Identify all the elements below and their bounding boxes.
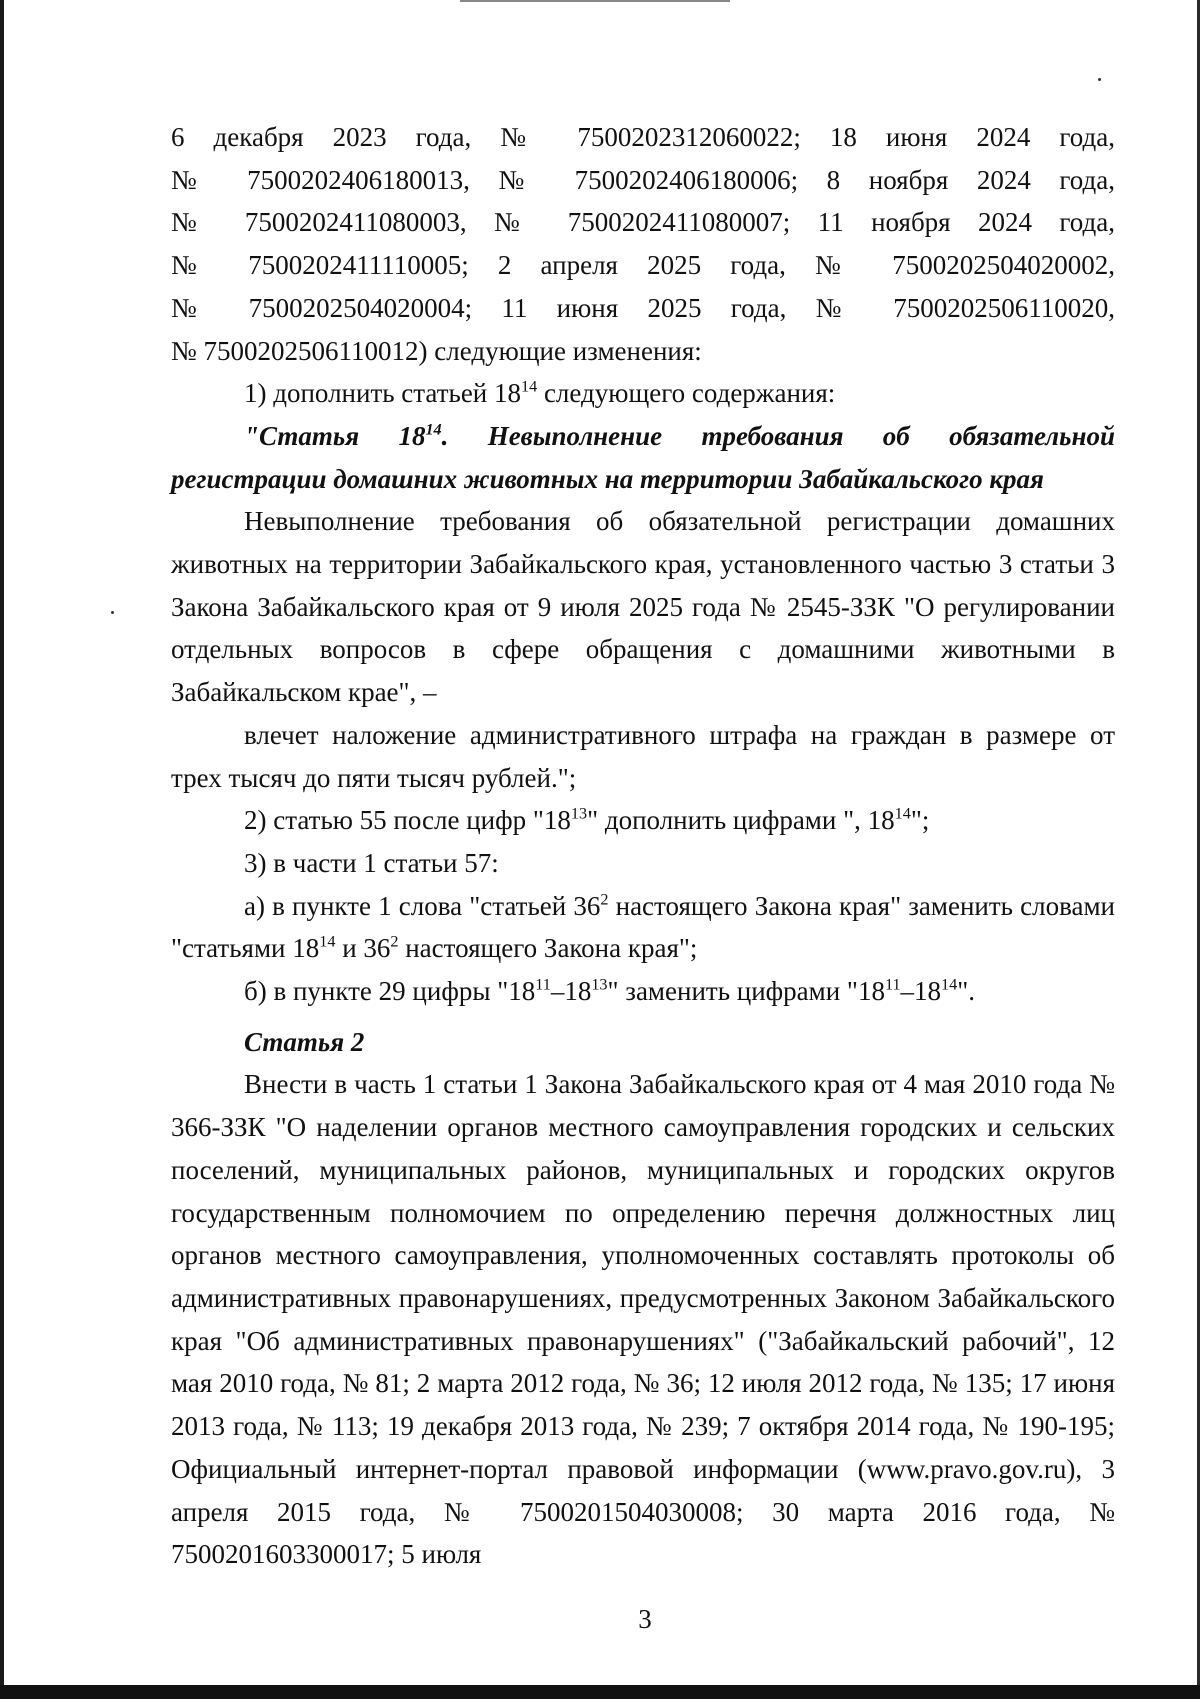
page-number: 3 [638, 1604, 652, 1634]
article-penalty-paragraph: влечет наложение административного штрафа на граждан в размере от трех тысяч до пяти тысяч рублей."; [171, 719, 1115, 793]
amendment-item-3a: а) в пункте 1 слова "статьей $36^2$ настоящего Закона края" заменить словами "статьями $18^{14}$ и $36^2$ настоящего Закона края"; [171, 890, 1115, 964]
text-line: № 7500202504020004; 11 июня 2025 года, № 7500202506110020, [171, 292, 1115, 323]
article-2-body: Внести в часть 1 статьи 1 Закона Забайкальского края от 4 мая 2010 года № 366-ЗЗК "О наделении органов местного самоуправления городских и сельских поселений, муниципальных районов, муниципальных и городских округов государственным полномочием по определению перечня должностных лиц органов местного самоуправления, уполномоченных составлять протоколы об административных правонарушениях, предусмотренных Законом Забайкальского края "Об административных правонарушениях" ("Забайкальский рабочий", 12 мая 2010 года, № 81; 2 марта 2012 года, № 36; 12 июля 2012 года, № 135; 17 июня 2013 года, № 113; 19 декабря 2013 года, № 239; 7 октября 2014 года, № 190-195; Официальный интернет-портал правовой информации (www.pravo.gov.ru), 3 апреля 2015 года, № 7500201504030008; 30 марта 2016 года, № 7500201603300017; 5 июля [171, 1069, 1115, 1570]
text-line: № 7500202506110012) следующие изменения: [171, 335, 702, 366]
text-line: № 7500202406180013, № 7500202406180006; 8 ноября 2024 года, [171, 164, 1115, 195]
article-heading-line-2: регистрации домашних животных на территории Забайкальского края [171, 463, 1044, 494]
scan-speck [111, 611, 114, 614]
amendment-item-1: 1) дополнить статьей $18^{14}$ следующего содержания: [244, 377, 836, 409]
amendment-item-3: 3) в части 1 статьи 57: [244, 847, 499, 878]
scan-edge-top [460, 0, 730, 2]
scan-edge-bottom [0, 1685, 1200, 1699]
article-body-paragraph: Невыполнение требования об обязательной регистрации домашних животных на территории Забайкальского края, установленного частью 3 статьи 3 Закона Забайкальского края от 9 июля 2025 года № 2545-ЗЗК "О регулировании отдельных вопросов в сфере обращения с домашними животными в Забайкальском крае", – [171, 506, 1115, 708]
scan-edge-left [0, 0, 4, 1699]
amendment-item-3b: б) в пункте 29 цифры "$18^{11}-18^{13}$" заменить цифрами "$18^{11}-18^{14}$". [244, 975, 976, 1007]
text-line: 6 декабря 2023 года, № 7500202312060022; 18 июня 2024 года, [171, 122, 1115, 152]
article-heading-line-1: "Статья $18^{14}$. Невыполнение требования об обязательной [244, 420, 1115, 451]
scan-speck [1098, 78, 1101, 81]
text-line: № 7500202411080003, № 7500202411080007; 11 ноября 2024 года, [171, 207, 1115, 238]
amendment-item-2: 2) статью 55 после цифр "$18^{13}$" дополнить цифрами ", $18^{14}$"; [244, 804, 930, 836]
document-text [171, 116, 1115, 1576]
text-line: № 7500202411110005; 2 апреля 2025 года, № 7500202504020002, [171, 250, 1115, 281]
article-2-heading: Статья 2 [244, 1026, 365, 1057]
